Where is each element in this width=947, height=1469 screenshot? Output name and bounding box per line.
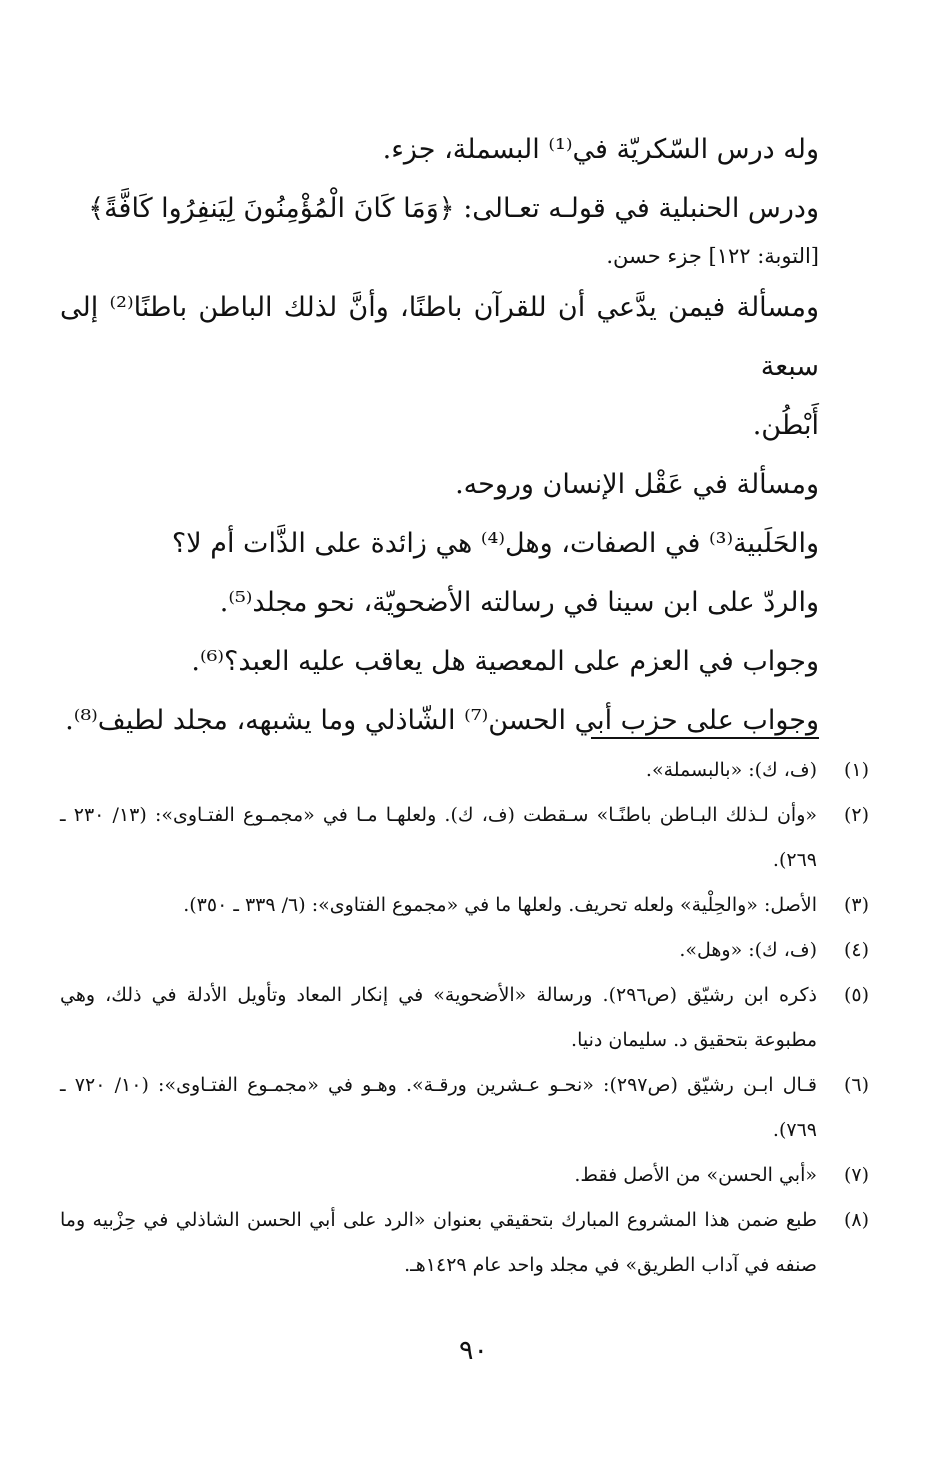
text-line: أَبْطُن.: [752, 410, 819, 441]
footnote: [60, 748, 869, 793]
footnote-number: (٦): [843, 1074, 869, 1096]
text-line: ومسألة فيمن يدَّعي أن للقرآن باطنًا، وأنَّ لذلك الباطن باطنًا⁽²⁾ إلى سبعة: [60, 292, 819, 382]
footnote: [60, 1153, 869, 1198]
text-line: ومسألة في عَقْل الإنسان وروحه.: [455, 469, 819, 500]
footnote-number: (٨): [843, 1209, 869, 1231]
footnote-text: الأصل: «والحِلْية» ولعله تحريف. ولعلها ما في «مجموع الفتاوى»: (٦/ ٣٣٩ ـ ٣٥٠).: [183, 894, 817, 916]
footnote: [60, 793, 869, 883]
footnote: [60, 1198, 869, 1288]
footnote: [60, 883, 869, 928]
footnote-text: «وأن لـذلك البـاطن باطنًـا» سـقطت (ف، ك). ولعلهـا مـا في «مجمـوع الفتـاوى»: (١٣/ ٢٣٠ ـ ٢٦٩).: [60, 804, 817, 871]
footnotes: [60, 748, 869, 1288]
text-line: وجواب في العزم على المعصية هل يعاقب عليه العبد؟⁽⁶⁾.: [191, 646, 819, 677]
footnote-text: «أبي الحسن» من الأصل فقط.: [574, 1164, 817, 1186]
text-line: وله درس السّكريّة في⁽¹⁾ البسملة، جزء.: [382, 134, 819, 165]
footnote-number: (٣): [843, 894, 869, 916]
footnote-text: قـال ابـن رشيّق (ص٢٩٧): «نحـو عـشرين ورقـة». وهـو في «مجمـوع الفتـاوى»: (١٠/ ٧٢٠ ـ ٧٦٩).: [60, 1074, 817, 1141]
footnote: [60, 928, 869, 973]
footnote-text: (ف، ك): «بالبسملة».: [645, 759, 817, 781]
footnote-text: ذكره ابن رشيّق (ص٢٩٦). ورسالة «الأضحوية» في إنكار المعاد وتأويل الأدلة في ذلك، وهي مطبوعة بتحقيق د. سليمان دنيا.: [60, 984, 817, 1051]
text-line: والحَلَبية⁽³⁾ في الصفات، وهل⁽⁴⁾ هي زائدة على الذَّات أم لا؟: [171, 528, 819, 559]
text-line: ودرس الحنبلية في قولـه تعـالى: ﴿وَمَا كَانَ الْمُؤْمِنُونَ لِيَنفِرُوا كَافَّةً﴾: [88, 193, 819, 224]
footnote-text: طبع ضمن هذا المشروع المبارك بتحقيقي بعنوان «الرد على أبي الحسن الشاذلي في حِزْبيه وما صنفه في آداب الطريق» في مجلد واحد عام ١٤٢٩هـ.: [60, 1209, 817, 1276]
quran-reference-line: [التوبة: ١٢٢] جزء حسن.: [606, 244, 819, 268]
page-number: ٩٠: [458, 1335, 488, 1366]
main-text: [60, 120, 819, 750]
footnote-number: (٢): [843, 804, 869, 826]
footnote-number: (٥): [843, 984, 869, 1006]
footnote: [60, 1063, 869, 1153]
footnote: [60, 973, 869, 1063]
footnote-separator: [591, 737, 819, 739]
footnote-number: (٧): [843, 1164, 869, 1186]
text-line: وجواب على حزب أبي الحسن⁽⁷⁾ الشّاذلي وما يشبهه، مجلد لطيف⁽⁸⁾.: [65, 705, 819, 736]
footnote-number: (٤): [843, 939, 869, 961]
footnote-text: (ف، ك): «وهل».: [679, 939, 817, 961]
footnote-number: (١): [843, 759, 869, 781]
text-line: والردّ على ابن سينا في رسالته الأضحويّة، نحو مجلد⁽⁵⁾.: [219, 587, 819, 618]
